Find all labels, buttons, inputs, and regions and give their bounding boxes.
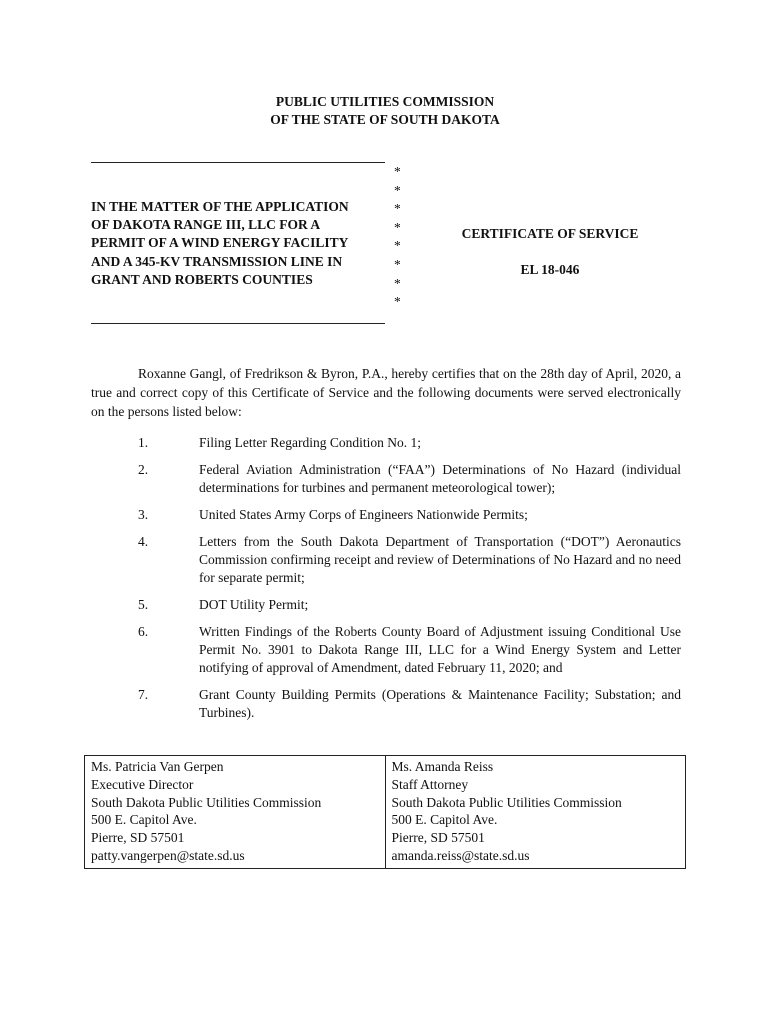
item-text: United States Army Corps of Engineers Nationwide Permits; (199, 507, 528, 522)
item-text: Filing Letter Regarding Condition No. 1; (199, 435, 421, 450)
matter-caption (91, 198, 391, 289)
matter-line: IN THE MATTER OF THE APPLICATION (91, 199, 349, 214)
recipient-street: 500 E. Capitol Ave. (91, 812, 197, 828)
item-number: 2. (138, 462, 149, 477)
item-number: 5. (138, 597, 149, 612)
caption-star: * (394, 275, 401, 291)
list-item (91, 506, 681, 524)
item-text: Grant County Building Permits (Operations & Maintenance Facility; Substation; and Turbines). (199, 687, 681, 720)
item-text: Letters from the South Dakota Department of Transportation (“DOT”) Aeronautics Commission confirming receipt and review of Determinations of No Hazard and no need for separate permit; (199, 534, 681, 585)
item-number: 6. (138, 624, 149, 639)
caption-star: * (394, 256, 401, 272)
matter-line: OF DAKOTA RANGE III, LLC FOR A (91, 217, 321, 233)
list-item (91, 596, 681, 614)
list-item (91, 533, 681, 587)
caption-star: * (394, 238, 401, 254)
recipient-email: amanda.reiss@state.sd.us (391, 847, 530, 863)
caption-star: * (394, 294, 401, 310)
recipient-email: patty.vangerpen@state.sd.us (91, 847, 245, 863)
recipient-city: Pierre, SD 57501 (391, 830, 485, 846)
list-item (91, 434, 681, 452)
table-row (85, 756, 686, 869)
recipient-name: Ms. Patricia Van Gerpen (91, 759, 224, 774)
list-item (91, 623, 681, 677)
matter-line: PERMIT OF A WIND ENERGY FACILITY (91, 235, 349, 251)
recipient-organization: South Dakota Public Utilities Commission (391, 794, 622, 810)
recipient-street: 500 E. Capitol Ave. (391, 812, 498, 828)
document-list (91, 434, 681, 731)
item-number: 7. (138, 687, 149, 702)
caption-rule-top (91, 162, 385, 163)
caption-star: * (394, 201, 401, 217)
certificate-title: CERTIFICATE OF SERVICE (461, 226, 639, 241)
item-text: DOT Utility Permit; (199, 597, 309, 612)
caption-star: * (394, 164, 401, 179)
list-item (91, 461, 681, 497)
caption-stars (394, 163, 401, 312)
item-number: 4. (138, 534, 149, 549)
intro-paragraph: Roxanne Gangl, of Fredrikson & Byron, P.A., hereby certifies that on the 28th day of April, 2020, a true and correct copy of this Certificate of Service and the following documents were served electronically on the persons listed below: (91, 366, 681, 419)
item-number: 3. (138, 507, 149, 522)
matter-line: AND A 345-KV TRANSMISSION LINE IN (91, 253, 343, 269)
item-text: Written Findings of the Roberts County Board of Adjustment issuing Conditional Use Permit No. 3901 to Dakota Range III, LLC for a Wind Energy System and Letter notifying of approval of Amendment, dated February 11, 2020; and (199, 624, 681, 675)
matter-line: GRANT AND ROBERTS COUNTIES (91, 271, 313, 287)
docket-number: EL 18-046 (520, 262, 580, 277)
item-number: 1. (138, 435, 149, 450)
service-list-table (84, 755, 686, 869)
recipient-title: Staff Attorney (391, 776, 469, 792)
list-item (91, 686, 681, 722)
item-text: Federal Aviation Administration (“FAA”) Determinations of No Hazard (individual determinations for turbines and permanent meteorological tower); (199, 462, 681, 495)
recipient-name: Ms. Amanda Reiss (391, 759, 494, 774)
service-recipient-cell (85, 756, 386, 869)
commission-header (0, 93, 770, 129)
commission-name: PUBLIC UTILITIES COMMISSION (275, 94, 495, 109)
recipient-title: Executive Director (91, 776, 194, 792)
service-recipient-cell (385, 756, 686, 869)
caption-star: * (394, 182, 401, 198)
commission-state: OF THE STATE OF SOUTH DAKOTA (270, 112, 500, 127)
recipient-organization: South Dakota Public Utilities Commission (91, 794, 322, 810)
recipient-city: Pierre, SD 57501 (91, 830, 185, 846)
caption-rule-bottom (91, 323, 385, 324)
caption-star: * (394, 219, 401, 235)
